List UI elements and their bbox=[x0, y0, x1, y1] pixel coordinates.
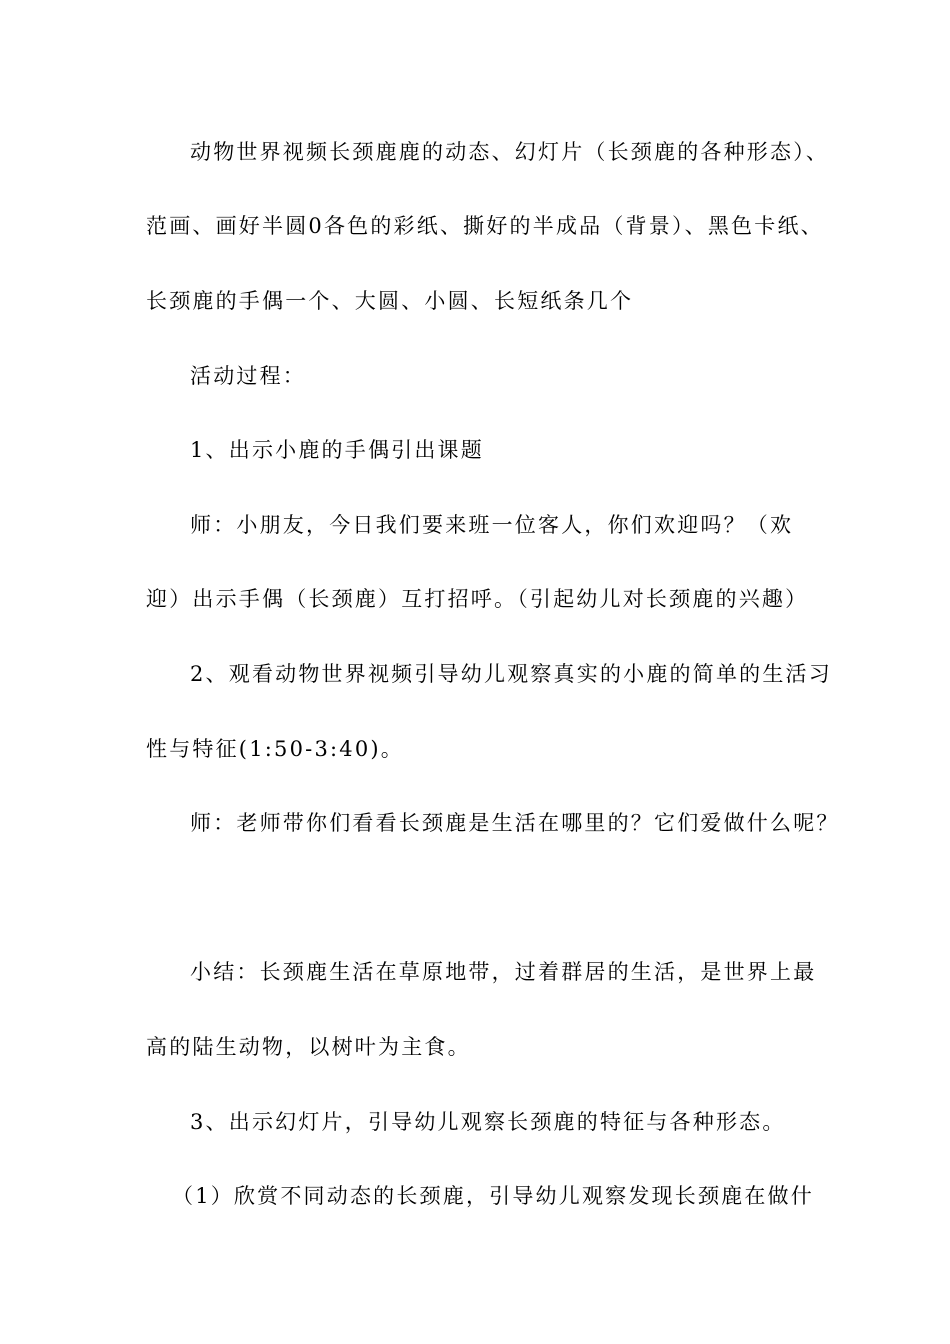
section-heading-activity-process: 活动过程： bbox=[190, 364, 306, 388]
step-3-sub-1: （1）欣赏不同动态的长颈鹿，引导幼儿观察发现长颈鹿在做什 bbox=[172, 1184, 814, 1208]
step-3-heading: 3、出示幻灯片，引导幼儿观察长颈鹿的特征与各种形态。 bbox=[190, 1110, 786, 1134]
step-1-heading: 1、出示小鹿的手偶引出课题 bbox=[190, 438, 484, 462]
teacher-dialogue-line-2: 迎）出示手偶（长颈鹿）互打招呼。（引起幼儿对长颈鹿的兴趣） bbox=[146, 587, 809, 611]
summary-line-1: 小结：长颈鹿生活在草原地带，过着群居的生活，是世界上最 bbox=[190, 960, 817, 984]
materials-line-2: 范画、画好半圆0各色的彩纸、撕好的半成品（背景）、黑色卡纸、 bbox=[146, 214, 824, 238]
step-2-line-1: 2、观看动物世界视频引导幼儿观察真实的小鹿的简单的生活习 bbox=[190, 662, 832, 686]
summary-line-2: 高的陆生动物，以树叶为主食。 bbox=[146, 1035, 471, 1059]
step-2-line-2: 性与特征(1:50-3:40)。 bbox=[146, 737, 404, 761]
materials-line-1: 动物世界视频长颈鹿鹿的动态、幻灯片（长颈鹿的各种形态）、 bbox=[190, 140, 830, 164]
materials-line-3: 长颈鹿的手偶一个、大圆、小圆、长短纸条几个 bbox=[146, 289, 634, 313]
teacher-dialogue-line-1: 师：小朋友，今日我们要来班一位客人，你们欢迎吗？（欢 bbox=[190, 513, 794, 537]
teacher-question: 师：老师带你们看看长颈鹿是生活在哪里的？它们爱做什么呢？ bbox=[190, 811, 840, 835]
